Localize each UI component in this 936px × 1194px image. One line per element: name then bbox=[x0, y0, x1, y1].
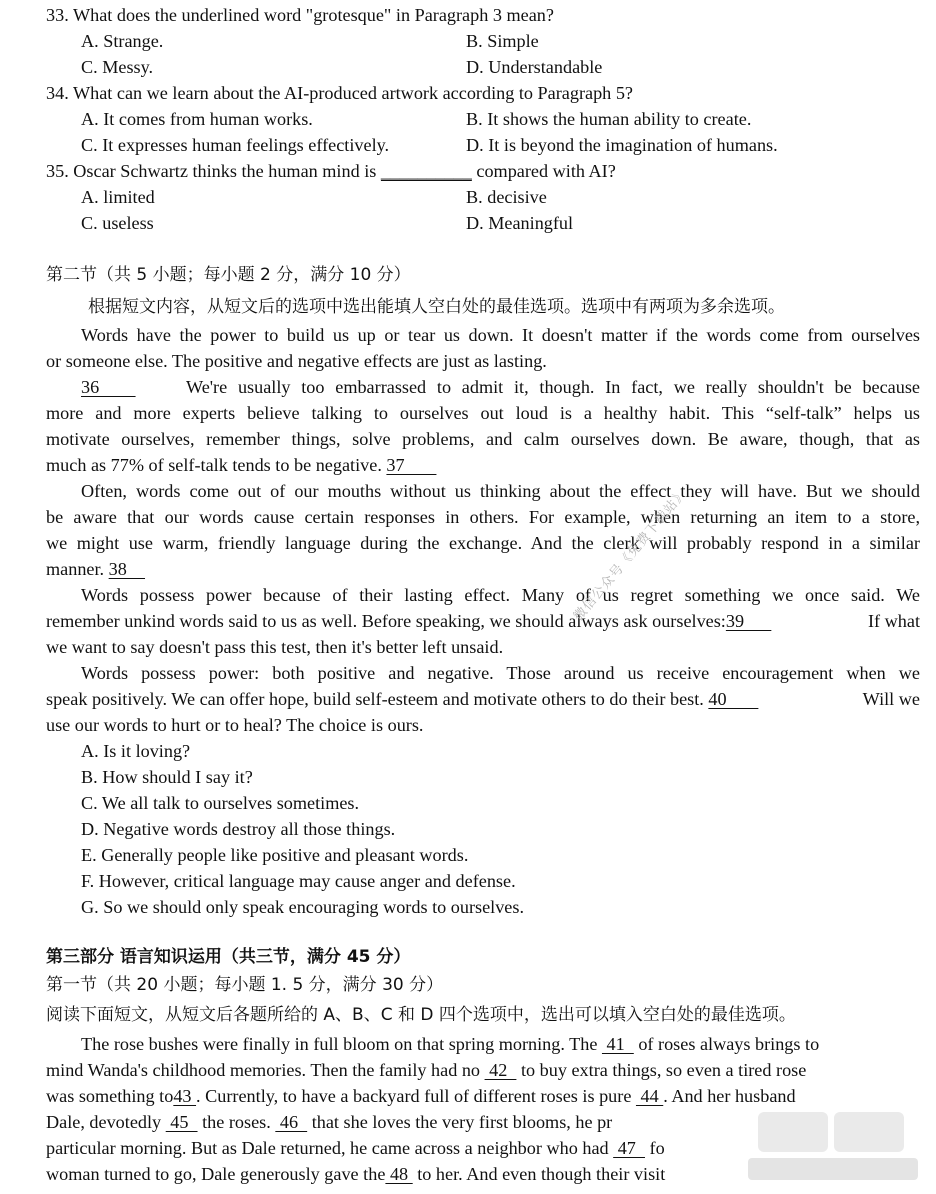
part-3-heading: 第三部分 语言知识运用（共三节，满分 45 分） bbox=[46, 947, 411, 967]
question-33-stem: 33. What does the underlined word "grotesque" in Paragraph 3 mean? bbox=[46, 5, 554, 25]
option-b: B. How should I say it? bbox=[81, 767, 253, 787]
question-33-options-row2 bbox=[81, 54, 920, 80]
passage-line-7: Often, words come out of our mouths without us thinking about the effect they will have. But we should bbox=[81, 481, 920, 501]
passage-line-10: manner. 38 bbox=[46, 559, 146, 579]
option-e: E. Generally people like positive and pleasant words. bbox=[81, 845, 469, 865]
passage-line-14: Words possess power: both positive and negative. Those around us receive encouragement when we bbox=[81, 663, 920, 683]
q35-option-a: A. limited bbox=[81, 187, 155, 207]
q35-option-c: C. useless bbox=[81, 213, 154, 233]
q33-option-a: A. Strange. bbox=[81, 31, 164, 51]
passage-line-13: we want to say doesn't pass this test, then it's better left unsaid. bbox=[46, 637, 504, 657]
option-f: F. However, critical language may cause anger and defense. bbox=[81, 871, 516, 891]
q35-option-d: D. Meaningful bbox=[466, 213, 574, 233]
cloze-line-5: particular morning. But as Dale returned, he came across a neighbor who had 47 fo bbox=[46, 1138, 665, 1158]
cloze-line-2: mind Wanda's childhood memories. Then the family had no 42 to buy extra things, so even a tired rose bbox=[46, 1060, 807, 1080]
passage-line-16: use our words to hurt or to heal? The choice is ours. bbox=[46, 715, 424, 735]
cloze-line-1: The rose bushes were finally in full bloom on that spring morning. The 41 of roses always brings to bbox=[81, 1034, 820, 1054]
blank-48: 48 bbox=[385, 1164, 413, 1184]
blank-40: 40 bbox=[708, 689, 759, 709]
blank-36: 36 bbox=[81, 377, 136, 397]
q33-option-b: B. Simple bbox=[466, 31, 539, 51]
q35-blank: __________ bbox=[380, 161, 472, 181]
passage-line-6: much as 77% of self-talk tends to be negative. 37 bbox=[46, 455, 437, 475]
cloze-line-3: was something to43 . Currently, to have a backyard full of different roses is pure 44 . And her husband bbox=[46, 1086, 796, 1106]
section-2-heading: 第二节（共 5 小题；每小题 2 分，满分 10 分） bbox=[46, 265, 411, 285]
blank-43: 43 bbox=[173, 1086, 197, 1106]
part-3-instruction: 阅读下面短文，从短文后各题所给的 A、B、C 和 D 四个选项中，选出可以填入空白处的最佳选项。 bbox=[46, 1005, 796, 1025]
q34-option-b: B. It shows the human ability to create. bbox=[466, 109, 752, 129]
site-logo-icon bbox=[738, 1106, 928, 1184]
question-35-stem: 35. Oscar Schwartz thinks the human mind is __________ compared with AI? bbox=[46, 161, 616, 181]
question-33-options-row1 bbox=[81, 28, 920, 54]
option-g: G. So we should only speak encouraging words to ourselves. bbox=[81, 897, 525, 917]
cloze-line-4: Dale, devotedly 45 the roses. 46 that she loves the very first blooms, he pr bbox=[46, 1112, 613, 1132]
blank-44: 44 bbox=[635, 1086, 664, 1106]
q35-option-b: B. decisive bbox=[466, 187, 547, 207]
passage-line-4: more and more experts believe talking to ourselves out loud is a healthy habit. This “self-talk” helps us bbox=[46, 403, 920, 423]
passage-line-8: be aware that our words cause certain responses in others. For example, when returning an item to a store, bbox=[46, 507, 920, 527]
passage-line-3: 36 We're usually too embarrassed to admit it, though. In fact, we really shouldn't be because bbox=[81, 377, 920, 397]
q34-option-d: D. It is beyond the imagination of humans. bbox=[466, 135, 778, 155]
section-2-instruction: 根据短文内容，从短文后的选项中选出能填人空白处的最佳选项。选项中有两项为多余选项。 bbox=[88, 297, 785, 317]
blank-46: 46 bbox=[275, 1112, 308, 1132]
question-34-stem: 34. What can we learn about the AI-produced artwork according to Paragraph 5? bbox=[46, 83, 633, 103]
option-a: A. Is it loving? bbox=[81, 741, 191, 761]
cloze-line-6: woman turned to go, Dale generously gave the 48 to her. And even though their visit bbox=[46, 1164, 666, 1184]
q33-option-c: C. Messy. bbox=[81, 57, 154, 77]
blank-38: 38 bbox=[108, 559, 146, 579]
passage-line-1: Words have the power to build us up or tear us down. It doesn't matter if the words come from ourselves bbox=[81, 325, 920, 345]
part-3-section-1: 第一节（共 20 小题；每小题 1. 5 分，满分 30 分） bbox=[46, 975, 444, 995]
question-34-options-row1 bbox=[81, 106, 920, 132]
passage-line-12: remember unkind words said to us as well. Before speaking, we should always ask ourselves:39 If what bbox=[46, 611, 920, 631]
blank-37: 37 bbox=[386, 455, 437, 475]
question-34-options-row2 bbox=[81, 132, 920, 158]
q34-option-a: A. It comes from human works. bbox=[81, 109, 313, 129]
passage-line-11: Words possess power because of their lasting effect. Many of us regret something we once said. We bbox=[81, 585, 920, 605]
q34-option-c: C. It expresses human feelings effectively. bbox=[81, 135, 390, 155]
option-c: C. We all talk to ourselves sometimes. bbox=[81, 793, 360, 813]
q33-option-d: D. Understandable bbox=[466, 57, 603, 77]
passage-line-9: we might use warm, friendly language during the exchange. And the clerk will probably respond in a similar bbox=[46, 533, 920, 553]
option-d: D. Negative words destroy all those things. bbox=[81, 819, 396, 839]
watermark-text: 微信公众号《免费下载站》 bbox=[571, 485, 691, 625]
blank-39: 39 bbox=[725, 611, 772, 631]
passage-line-5: motivate ourselves, remember things, solve problems, and calm ourselves down. Be aware, though, that as bbox=[46, 429, 920, 449]
blank-42: 42 bbox=[484, 1060, 517, 1080]
question-35-options-row1 bbox=[81, 184, 920, 210]
blank-41: 41 bbox=[601, 1034, 634, 1054]
passage-line-2: or someone else. The positive and negative effects are just as lasting. bbox=[46, 351, 547, 371]
question-35-options-row2 bbox=[81, 210, 920, 236]
passage-line-15: speak positively. We can offer hope, build self-esteem and motivate others to do their best. 40 Will we bbox=[46, 689, 920, 709]
blank-45: 45 bbox=[165, 1112, 198, 1132]
blank-47: 47 bbox=[613, 1138, 645, 1158]
